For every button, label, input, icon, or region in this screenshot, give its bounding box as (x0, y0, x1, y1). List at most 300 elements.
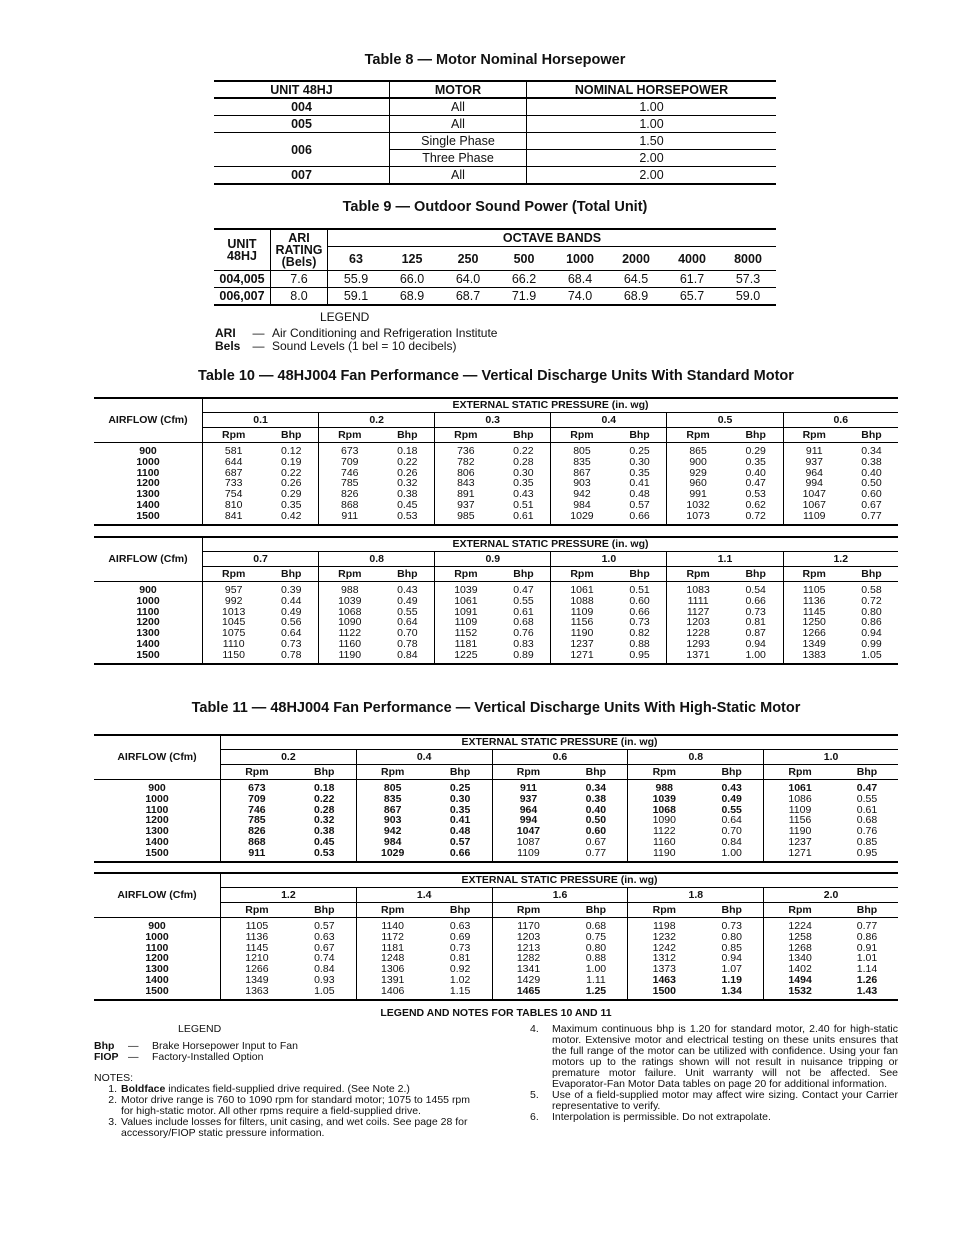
band-value: 55.9 (328, 271, 385, 288)
rpm-value: 1111 (687, 594, 709, 607)
rpm-value: 1268 (788, 941, 812, 954)
bhp-value: 1.25 (585, 984, 607, 997)
bhp-header: Bhp (293, 765, 356, 780)
bhp-value: 0.81 (745, 616, 766, 629)
bhp-header: Bhp (836, 765, 898, 780)
bhp-value: 0.42 (280, 509, 302, 522)
rpm-value: 1152 (454, 627, 478, 640)
rpm-header: Rpm (356, 765, 428, 780)
airflow-value: 1500 (145, 984, 169, 997)
rpm-value: 929 (689, 466, 707, 479)
rpm-value: 1224 (788, 920, 812, 932)
bhp-value: 0.70 (721, 825, 742, 838)
bhp-value: 0.77 (856, 920, 878, 932)
rpm-value: 1349 (245, 973, 269, 986)
bhp-value: 0.40 (585, 803, 607, 816)
rpm-value: 1087 (516, 835, 541, 848)
pressure-header: 0.8 (628, 750, 764, 765)
bhp-value: 0.40 (861, 466, 882, 479)
rpm-values (667, 582, 729, 664)
rpm-value: 806 (457, 466, 475, 479)
rpm-header: Rpm (492, 765, 564, 780)
rpm-value: 891 (457, 488, 475, 501)
rpm-header: Rpm (551, 428, 613, 443)
table10-title: Table 10 — 48HJ004 Fan Performance — Vertical Discharge Units With Standard Motor (198, 368, 794, 384)
bhp-value: 0.74 (314, 952, 335, 965)
rpm-value: 1293 (686, 637, 710, 650)
bhp-values (729, 443, 783, 525)
bhp-value: 0.22 (513, 445, 534, 457)
rpm-header: Rpm (356, 903, 428, 918)
rpm-value: 865 (689, 445, 707, 457)
rpm-value: 1465 (516, 984, 541, 997)
bhp-value: 0.94 (861, 627, 882, 640)
band-header: 2000 (608, 247, 664, 271)
rpm-value: 785 (248, 814, 266, 827)
rpm-value: 867 (573, 466, 591, 479)
rpm-value: 709 (248, 792, 266, 805)
table-row (214, 133, 776, 150)
band-value: 66.2 (496, 271, 552, 288)
airflow-value: 1200 (145, 814, 169, 827)
bhp-value: 1.11 (586, 973, 606, 986)
bhp-value: 0.32 (314, 814, 335, 827)
table10-block-1 (94, 397, 898, 526)
rpm-value: 1198 (653, 920, 676, 932)
bhp-value: 0.93 (314, 973, 335, 986)
bhp-value: 0.38 (314, 825, 335, 838)
bhp-value: 0.35 (280, 498, 302, 511)
note-number: 1. (108, 1083, 117, 1095)
rpm-value: 782 (457, 455, 475, 468)
rpm-values (764, 780, 836, 862)
bhp-value: 0.19 (280, 455, 302, 468)
rpm-value: 988 (655, 782, 674, 794)
bhp-value: 0.43 (721, 782, 742, 794)
bhp-value: 0.35 (513, 477, 534, 490)
airflow-value: 900 (148, 782, 166, 794)
rpm-value: 868 (248, 835, 266, 848)
bhp-value: 0.43 (397, 584, 418, 596)
table-row (214, 288, 776, 306)
bhp-header: Bhp (700, 903, 763, 918)
bhp-value: 1.34 (721, 984, 742, 997)
bhp-value: 0.29 (280, 488, 302, 501)
rpm-value: 826 (340, 488, 359, 501)
rpm-value: 805 (573, 445, 591, 457)
band-value: 74.0 (552, 288, 608, 306)
airflow-value: 1000 (136, 455, 160, 468)
bhp-values (497, 582, 551, 664)
bhp-value: 0.40 (745, 466, 766, 479)
bhp-value: 0.48 (629, 488, 650, 501)
table-row (94, 918, 898, 1000)
rpm-value: 867 (383, 803, 402, 816)
bhp-header: Bhp (429, 903, 492, 918)
pressure-header: 1.2 (783, 552, 898, 567)
rpm-value: 1160 (338, 637, 362, 650)
bhp-value: 0.39 (281, 584, 302, 596)
bhp-values (429, 780, 492, 862)
note-item (94, 1117, 474, 1139)
note-number: 3. (108, 1116, 117, 1128)
rpm-value: 1190 (788, 825, 812, 838)
rpm-value: 1363 (245, 984, 269, 997)
bhp-value: 0.25 (449, 782, 471, 794)
airflow-values (94, 443, 203, 525)
bhp-value: 0.32 (397, 477, 418, 490)
bhp-value: 1.43 (856, 984, 878, 997)
rpm-value: 1013 (221, 605, 246, 618)
table9-header-unit: UNIT 48HJ (214, 229, 271, 271)
bhp-value: 1.05 (861, 648, 882, 661)
bhp-value: 0.73 (745, 605, 766, 618)
rpm-value: 1091 (454, 605, 478, 618)
band-header: 500 (496, 247, 552, 271)
bhp-value: 1.00 (585, 963, 607, 976)
rpm-value: 1140 (381, 920, 404, 932)
bhp-value: 0.64 (721, 814, 742, 827)
bhp-value: 1.26 (856, 973, 878, 986)
band-value: 68.9 (384, 288, 440, 306)
ari-cell: 8.0 (271, 288, 328, 306)
bhp-values (729, 582, 783, 664)
rpm-header: Rpm (667, 567, 729, 582)
pressure-header: 1.6 (492, 888, 628, 903)
table-row (94, 582, 898, 664)
notes-label: NOTES: (94, 1072, 134, 1084)
rpm-value: 1341 (516, 963, 541, 976)
rpm-value: 1160 (652, 835, 676, 848)
bhp-header: Bhp (497, 428, 551, 443)
note-number: 5. (530, 1089, 539, 1101)
rpm-value: 994 (519, 814, 538, 827)
bhp-value: 0.86 (861, 616, 882, 629)
rpm-value: 709 (340, 455, 359, 468)
rpm-header: Rpm (783, 428, 845, 443)
unit-cell: 004 (214, 98, 390, 116)
airflow-header (94, 873, 221, 918)
note-text: indicates field-supplied drive required. (See Note 2.) (165, 1083, 410, 1095)
bhp-value: 0.30 (629, 455, 650, 468)
band-value: 65.7 (664, 288, 720, 306)
rpm-value: 1047 (516, 825, 541, 838)
rpm-value: 1061 (454, 594, 478, 607)
rpm-values (221, 780, 293, 862)
table8 (214, 80, 776, 185)
bhp-value: 0.53 (314, 846, 335, 859)
bhp-header: Bhp (729, 428, 783, 443)
pressure-header: 0.2 (319, 413, 435, 428)
bhp-value: 0.64 (397, 616, 418, 629)
rpm-value: 746 (248, 803, 266, 816)
fan-performance-table (94, 872, 898, 1001)
bhp-value: 0.55 (856, 792, 878, 805)
band-value: 66.0 (384, 271, 440, 288)
bhp-value: 0.49 (721, 792, 742, 805)
rpm-values (783, 582, 845, 664)
legend-dash: — (128, 1051, 139, 1063)
bhp-values (293, 780, 356, 862)
table-row (214, 116, 776, 133)
rpm-value: 1242 (652, 941, 676, 954)
unit-cell: 004,005 (214, 271, 271, 288)
note-number: 6. (530, 1111, 539, 1123)
airflow-value: 1500 (136, 509, 160, 522)
bhp-value: 0.66 (629, 605, 650, 618)
rpm-value: 1463 (652, 973, 676, 986)
bhp-values (700, 918, 763, 1000)
rpm-value: 1190 (338, 648, 362, 661)
bhp-value: 0.28 (314, 803, 335, 816)
rpm-value: 1532 (788, 984, 812, 997)
bhp-values (564, 780, 627, 862)
bhp-values (380, 582, 434, 664)
pressure-header: 1.0 (551, 552, 667, 567)
bhp-value: 1.07 (721, 963, 742, 976)
bhp-value: 0.30 (449, 792, 471, 805)
bhp-value: 0.30 (513, 466, 534, 479)
bhp-value: 1.05 (314, 984, 335, 997)
bhp-value: 0.64 (281, 627, 302, 640)
table-row (94, 780, 898, 862)
bhp-value: 0.81 (449, 952, 471, 965)
rpm-value: 826 (248, 825, 266, 838)
bhp-value: 0.99 (861, 637, 882, 650)
bhp-header: Bhp (264, 567, 318, 582)
rpm-value: 964 (805, 466, 823, 479)
bhp-value: 0.88 (585, 952, 607, 965)
rpm-values (221, 918, 293, 1000)
rpm-value: 1061 (788, 782, 812, 794)
pressure-header: 0.6 (783, 413, 898, 428)
rpm-value: 1213 (516, 941, 541, 954)
bhp-value: 1.14 (856, 963, 878, 976)
note-text: Use of a field-supplied motor may affect wire sizing. Contact your Carrier representative to verify. (552, 1089, 898, 1112)
bhp-values (836, 918, 898, 1000)
rpm-values (203, 443, 265, 525)
rpm-value: 984 (383, 835, 402, 848)
bhp-value: 0.73 (721, 920, 742, 932)
band-value: 61.7 (664, 271, 720, 288)
rpm-header: Rpm (492, 903, 564, 918)
bhp-value: 0.72 (861, 594, 882, 607)
bhp-value: 0.94 (745, 637, 766, 650)
bhp-values (845, 443, 898, 525)
band-header: 250 (440, 247, 496, 271)
bhp-value: 0.67 (861, 498, 882, 511)
motor-cell: Single Phase (390, 133, 527, 150)
band-header: 1000 (552, 247, 608, 271)
rpm-value: 1190 (570, 627, 594, 640)
rpm-header: Rpm (319, 567, 381, 582)
esp-header: EXTERNAL STATIC PRESSURE (in. wg) (221, 735, 899, 750)
rpm-value: 736 (457, 445, 475, 457)
rpm-value: 1271 (570, 648, 594, 661)
bhp-value: 0.48 (449, 825, 471, 838)
rpm-value: 754 (224, 488, 243, 501)
hp-cell: 2.00 (527, 167, 777, 185)
rpm-header: Rpm (203, 567, 265, 582)
bhp-value: 0.47 (856, 782, 878, 794)
rpm-value: 937 (519, 792, 538, 805)
motor-cell: All (390, 98, 527, 116)
band-value: 68.9 (608, 288, 664, 306)
bhp-value: 0.18 (314, 782, 335, 794)
hp-cell: 1.50 (527, 133, 777, 150)
rpm-values (356, 780, 428, 862)
rpm-value: 1122 (652, 825, 676, 838)
pressure-header: 1.0 (764, 750, 898, 765)
rpm-value: 1250 (802, 616, 826, 629)
band-value: 59.1 (328, 288, 385, 306)
airflow-value: 1100 (136, 605, 160, 618)
table11-block-2 (94, 872, 898, 1001)
rpm-value: 964 (519, 803, 538, 816)
rpm-value: 835 (383, 792, 402, 805)
table-row (214, 271, 776, 288)
bhp-value: 0.47 (745, 477, 766, 490)
bhp-value: 0.77 (861, 509, 882, 522)
bhp-value: 0.44 (281, 594, 302, 607)
legend-dash: — (252, 326, 265, 340)
rpm-value: 1340 (788, 952, 812, 965)
rpm-value: 1232 (652, 930, 676, 943)
table8-header-motor: MOTOR (390, 81, 527, 98)
bhp-value: 0.57 (629, 498, 650, 511)
note-text: Maximum continuous bhp is 1.20 for standard motor, 2.40 for high-static motor. Extensive motor and electrical testing on these units ensures that the full range of the motor can be utilized with confidence. Using your fan motors up to the ratings shown will not result in nuisance tripping or premature motor failure. Unit warranty will not be affected. See Evaporator-Fan Motor Data tables on page 20 for additional information. (552, 1023, 898, 1090)
rpm-value: 1073 (686, 509, 710, 522)
table11-title: Table 11 — 48HJ004 Fan Performance — Vertical Discharge Units With High-Static Motor (191, 700, 801, 716)
bhp-value: 0.61 (513, 605, 534, 618)
rpm-value: 1258 (788, 930, 812, 943)
rpm-values (319, 582, 381, 664)
bhp-value: 0.57 (314, 920, 335, 932)
rpm-value: 911 (341, 509, 359, 522)
bhp-value: 0.55 (721, 803, 742, 816)
rpm-value: 1494 (788, 973, 812, 986)
rpm-value: 1203 (516, 930, 541, 943)
airflow-value: 1200 (136, 616, 160, 629)
table10-block-2 (94, 536, 898, 665)
rpm-value: 1150 (222, 648, 245, 661)
table9-legend-title: LEGEND (320, 310, 370, 324)
rpm-value: 1306 (381, 963, 405, 976)
bhp-value: 0.22 (314, 792, 335, 805)
airflow-value: 900 (148, 920, 166, 932)
pressure-header: 1.1 (667, 552, 783, 567)
bhp-value: 1.15 (449, 984, 471, 997)
bhp-value: 0.56 (281, 616, 302, 629)
bhp-value: 0.80 (585, 941, 607, 954)
bhp-value: 0.45 (397, 498, 418, 511)
airflow-header-text: AIRFLOW (Cfm) (117, 889, 197, 901)
bhp-header: Bhp (429, 765, 492, 780)
bhp-value: 0.34 (585, 782, 607, 794)
airflow-value: 1100 (145, 941, 169, 954)
bhp-value: 0.50 (861, 477, 882, 490)
legend-title: LEGEND (178, 1023, 222, 1035)
bhp-value: 0.68 (856, 814, 878, 827)
bhp-value: 0.67 (314, 941, 335, 954)
bhp-value: 0.95 (629, 648, 650, 661)
rpm-value: 1105 (802, 584, 826, 596)
rpm-value: 746 (340, 466, 359, 479)
pressure-header: 0.9 (435, 552, 551, 567)
bhp-value: 0.41 (629, 477, 650, 490)
rpm-value: 911 (805, 445, 823, 457)
rpm-value: 1068 (652, 803, 676, 816)
airflow-value: 1300 (136, 488, 160, 501)
rpm-value: 1090 (338, 616, 362, 629)
band-value: 68.4 (552, 271, 608, 288)
airflow-values (94, 582, 203, 664)
airflow-value: 1100 (145, 803, 169, 816)
bhp-value: 1.01 (856, 952, 878, 965)
bhp-value: 0.73 (629, 616, 650, 629)
rpm-values (551, 582, 613, 664)
bhp-value: 0.85 (856, 835, 878, 848)
rpm-header: Rpm (764, 765, 836, 780)
motor-cell: All (390, 116, 527, 133)
airflow-header (94, 398, 203, 443)
rpm-value: 1500 (652, 984, 676, 997)
rpm-value: 1109 (802, 509, 826, 522)
pressure-header: 0.4 (551, 413, 667, 428)
legend-dash: — (128, 1040, 139, 1052)
rpm-value: 903 (573, 477, 591, 490)
rpm-value: 673 (340, 445, 359, 457)
motor-cell: All (390, 167, 527, 185)
bhp-value: 0.34 (861, 445, 882, 457)
rpm-values (356, 918, 428, 1000)
note-item (530, 1090, 898, 1112)
rpm-value: 1029 (380, 846, 405, 859)
note-text: Values include losses for filters, unit casing, and wet coils. See page 28 for accessory/FIOP static pressure information. (121, 1116, 468, 1139)
airflow-values (94, 780, 221, 862)
band-header: 4000 (664, 247, 720, 271)
rpm-value: 785 (340, 477, 359, 490)
bhp-value: 0.63 (449, 920, 471, 932)
bhp-value: 0.12 (280, 445, 302, 457)
pressure-header: 0.5 (667, 413, 783, 428)
rpm-value: 1075 (221, 627, 246, 640)
hp-cell: 1.00 (527, 116, 777, 133)
bhp-value: 0.29 (745, 445, 766, 457)
band-value: 59.0 (720, 288, 776, 306)
rpm-value: 1067 (802, 498, 826, 511)
rpm-value: 1109 (517, 846, 540, 859)
esp-header: EXTERNAL STATIC PRESSURE (in. wg) (221, 873, 899, 888)
hp-cell: 2.00 (527, 150, 777, 167)
note-number: 4. (530, 1023, 539, 1035)
airflow-value: 1400 (145, 835, 169, 848)
rpm-value: 903 (383, 814, 402, 827)
note-item (94, 1095, 474, 1117)
table8-header-unit: UNIT 48HJ (214, 81, 390, 98)
rpm-value: 1032 (686, 498, 710, 511)
bhp-value: 0.80 (861, 605, 882, 618)
notes-title: LEGEND AND NOTES FOR TABLES 10 AND 11 (380, 1007, 612, 1019)
rpm-header: Rpm (783, 567, 845, 582)
rpm-value: 1181 (454, 637, 478, 650)
rpm-values (203, 582, 265, 664)
rpm-value: 937 (805, 455, 823, 468)
bhp-value: 0.69 (449, 930, 471, 943)
rpm-value: 1090 (652, 814, 676, 827)
rpm-header: Rpm (435, 428, 497, 443)
rpm-value: 1156 (788, 814, 812, 827)
